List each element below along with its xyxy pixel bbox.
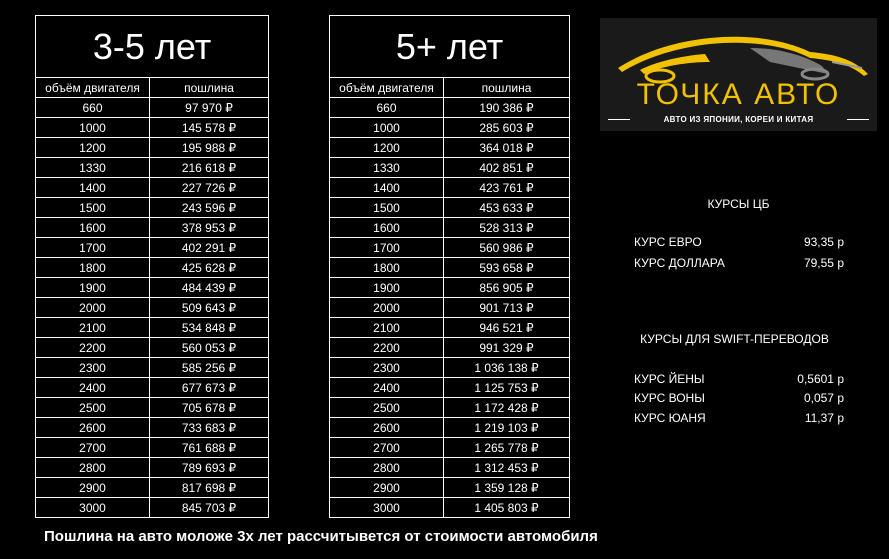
engine-volume-cell: 2300 [36, 358, 150, 378]
table-row [330, 118, 570, 138]
engine-volume-cell: 660 [330, 98, 444, 118]
engine-volume-cell: 2400 [36, 378, 150, 398]
engine-volume-cell: 2500 [36, 398, 150, 418]
engine-volume-cell: 1600 [330, 218, 444, 238]
engine-volume-cell: 2600 [330, 418, 444, 438]
table-row [36, 98, 269, 118]
column-header-volume: объём двигателя [36, 78, 150, 98]
engine-volume-cell: 1200 [36, 138, 150, 158]
duty-fee-cell: 1 405 803 ₽ [444, 498, 570, 518]
table-row [36, 478, 269, 498]
engine-volume-cell: 1400 [330, 178, 444, 198]
engine-volume-cell: 1900 [330, 278, 444, 298]
duty-fee-cell: 593 658 ₽ [444, 258, 570, 278]
duty-fee-cell: 402 291 ₽ [150, 238, 269, 258]
table-row [36, 338, 269, 358]
table-row [330, 478, 570, 498]
table-row [330, 358, 570, 378]
table-row [36, 498, 269, 518]
duty-fee-cell: 845 703 ₽ [150, 498, 269, 518]
table-row [330, 318, 570, 338]
engine-volume-cell: 2300 [330, 358, 444, 378]
engine-volume-cell: 1800 [330, 258, 444, 278]
rate-value: 79,55 р [803, 256, 844, 270]
duty-fee-cell: 585 256 ₽ [150, 358, 269, 378]
table-row [330, 158, 570, 178]
duty-fee-cell: 243 596 ₽ [150, 198, 269, 218]
duty-fee-cell: 97 970 ₽ [150, 98, 269, 118]
duty-fee-cell: 216 618 ₽ [150, 158, 269, 178]
engine-volume-cell: 2800 [330, 458, 444, 478]
duty-fee-cell: 423 761 ₽ [444, 178, 570, 198]
table-row [330, 398, 570, 418]
engine-volume-cell: 1900 [36, 278, 150, 298]
duty-fee-cell: 677 673 ₽ [150, 378, 269, 398]
duty-fee-cell: 484 439 ₽ [150, 278, 269, 298]
duty-fee-cell: 1 312 453 ₽ [444, 458, 570, 478]
table-row [36, 358, 269, 378]
footer-note: Пошлина на авто моложе 3х лет рассчитывется от стоимости автомобиля [44, 528, 598, 545]
duty-fee-cell: 509 643 ₽ [150, 298, 269, 318]
table-row [330, 198, 570, 218]
duty-table-3-5-years [35, 15, 269, 518]
table-row [36, 198, 269, 218]
engine-volume-cell: 2800 [36, 458, 150, 478]
engine-volume-cell: 3000 [330, 498, 444, 518]
table-body [330, 98, 570, 518]
table-row [36, 378, 269, 398]
duty-fee-cell: 705 678 ₽ [150, 398, 269, 418]
engine-volume-cell: 1330 [330, 158, 444, 178]
engine-volume-cell: 1500 [36, 198, 150, 218]
table-row [330, 238, 570, 258]
table-row [330, 98, 570, 118]
duty-table-5-plus-years [329, 15, 570, 518]
engine-volume-cell: 3000 [36, 498, 150, 518]
duty-fee-cell: 560 986 ₽ [444, 238, 570, 258]
engine-volume-cell: 2000 [36, 298, 150, 318]
duty-fee-cell: 534 848 ₽ [150, 318, 269, 338]
table-row [36, 318, 269, 338]
duty-fee-cell: 402 851 ₽ [444, 158, 570, 178]
engine-volume-cell: 2000 [330, 298, 444, 318]
table-row [330, 298, 570, 318]
engine-volume-cell: 2400 [330, 378, 444, 398]
logo-tagline: АВТО ИЗ ЯПОНИИ, КОРЕИ И КИТАЯ [663, 115, 814, 124]
duty-fee-cell: 1 172 428 ₽ [444, 398, 570, 418]
duty-fee-cell: 1 219 103 ₽ [444, 418, 570, 438]
engine-volume-cell: 2500 [330, 398, 444, 418]
table-row [330, 178, 570, 198]
engine-volume-cell: 660 [36, 98, 150, 118]
engine-volume-cell: 1200 [330, 138, 444, 158]
table-row [36, 398, 269, 418]
duty-fee-cell: 528 313 ₽ [444, 218, 570, 238]
table-row [36, 238, 269, 258]
engine-volume-cell: 2900 [330, 478, 444, 498]
duty-fee-cell: 1 359 128 ₽ [444, 478, 570, 498]
engine-volume-cell: 2200 [330, 338, 444, 358]
duty-fee-cell: 378 953 ₽ [150, 218, 269, 238]
table-row [36, 138, 269, 158]
rate-label: КУРС ЕВРО [634, 235, 702, 249]
table-row [36, 418, 269, 438]
company-logo [600, 18, 877, 131]
duty-fee-cell: 733 683 ₽ [150, 418, 269, 438]
table-row [36, 218, 269, 238]
duty-fee-cell: 285 603 ₽ [444, 118, 570, 138]
duty-fee-cell: 190 386 ₽ [444, 98, 570, 118]
duty-fee-cell: 761 688 ₽ [150, 438, 269, 458]
duty-fee-cell: 425 628 ₽ [150, 258, 269, 278]
engine-volume-cell: 1400 [36, 178, 150, 198]
column-header-fee: пошлина [150, 78, 269, 98]
engine-volume-cell: 1600 [36, 218, 150, 238]
column-header-volume: объём двигателя [330, 78, 444, 98]
engine-volume-cell: 1000 [330, 118, 444, 138]
rate-label: КУРС ЙЕНЫ [634, 372, 705, 386]
table-row [330, 338, 570, 358]
duty-fee-cell: 1 125 753 ₽ [444, 378, 570, 398]
table-row [330, 498, 570, 518]
table-row [36, 298, 269, 318]
table-row [330, 458, 570, 478]
engine-volume-cell: 2100 [36, 318, 150, 338]
engine-volume-cell: 2900 [36, 478, 150, 498]
duty-fee-cell: 901 713 ₽ [444, 298, 570, 318]
table-row [36, 178, 269, 198]
table-body [36, 98, 269, 518]
duty-fee-cell: 560 053 ₽ [150, 338, 269, 358]
table-row [36, 278, 269, 298]
table-row [36, 438, 269, 458]
engine-volume-cell: 2200 [36, 338, 150, 358]
table-row [36, 458, 269, 478]
rate-value: 0,5601 р [797, 372, 844, 386]
engine-volume-cell: 1330 [36, 158, 150, 178]
rate-label: КУРС ВОНЫ [634, 391, 705, 405]
duty-fee-cell: 453 633 ₽ [444, 198, 570, 218]
engine-volume-cell: 2100 [330, 318, 444, 338]
rate-value: 0,057 р [803, 391, 844, 405]
duty-fee-cell: 817 698 ₽ [150, 478, 269, 498]
duty-fee-cell: 789 693 ₽ [150, 458, 269, 478]
rate-value: 93,35 р [803, 235, 844, 249]
table-row [36, 158, 269, 178]
duty-fee-cell: 227 726 ₽ [150, 178, 269, 198]
table-row [330, 278, 570, 298]
table-title: 5+ лет [330, 16, 570, 78]
logo-name: ТОЧКА АВТО [636, 78, 841, 111]
duty-fee-cell: 145 578 ₽ [150, 118, 269, 138]
duty-fee-cell: 946 521 ₽ [444, 318, 570, 338]
duty-fee-cell: 195 988 ₽ [150, 138, 269, 158]
cb-rates-title: КУРСЫ ЦБ [707, 197, 770, 211]
table-row [330, 418, 570, 438]
table-row [330, 378, 570, 398]
engine-volume-cell: 1700 [330, 238, 444, 258]
table-row [36, 118, 269, 138]
duty-fee-cell: 991 329 ₽ [444, 338, 570, 358]
table-title: 3-5 лет [36, 16, 269, 78]
table-row [330, 218, 570, 238]
column-header-fee: пошлина [444, 78, 570, 98]
engine-volume-cell: 1800 [36, 258, 150, 278]
duty-fee-cell: 856 905 ₽ [444, 278, 570, 298]
engine-volume-cell: 2700 [330, 438, 444, 458]
duty-fee-cell: 1 036 138 ₽ [444, 358, 570, 378]
engine-volume-cell: 1000 [36, 118, 150, 138]
table-row [330, 438, 570, 458]
engine-volume-cell: 2600 [36, 418, 150, 438]
duty-fee-cell: 1 265 778 ₽ [444, 438, 570, 458]
engine-volume-cell: 1500 [330, 198, 444, 218]
table-row [330, 138, 570, 158]
rate-label: КУРС ЮАНЯ [634, 411, 706, 425]
rate-value: 11,37 р [804, 411, 844, 425]
swift-rates-title: КУРСЫ ДЛЯ SWIFT-ПЕРЕВОДОВ [640, 332, 829, 346]
table-row [36, 258, 269, 278]
rate-label: КУРС ДОЛЛАРА [634, 256, 725, 270]
engine-volume-cell: 2700 [36, 438, 150, 458]
table-row [330, 258, 570, 278]
duty-fee-cell: 364 018 ₽ [444, 138, 570, 158]
engine-volume-cell: 1700 [36, 238, 150, 258]
